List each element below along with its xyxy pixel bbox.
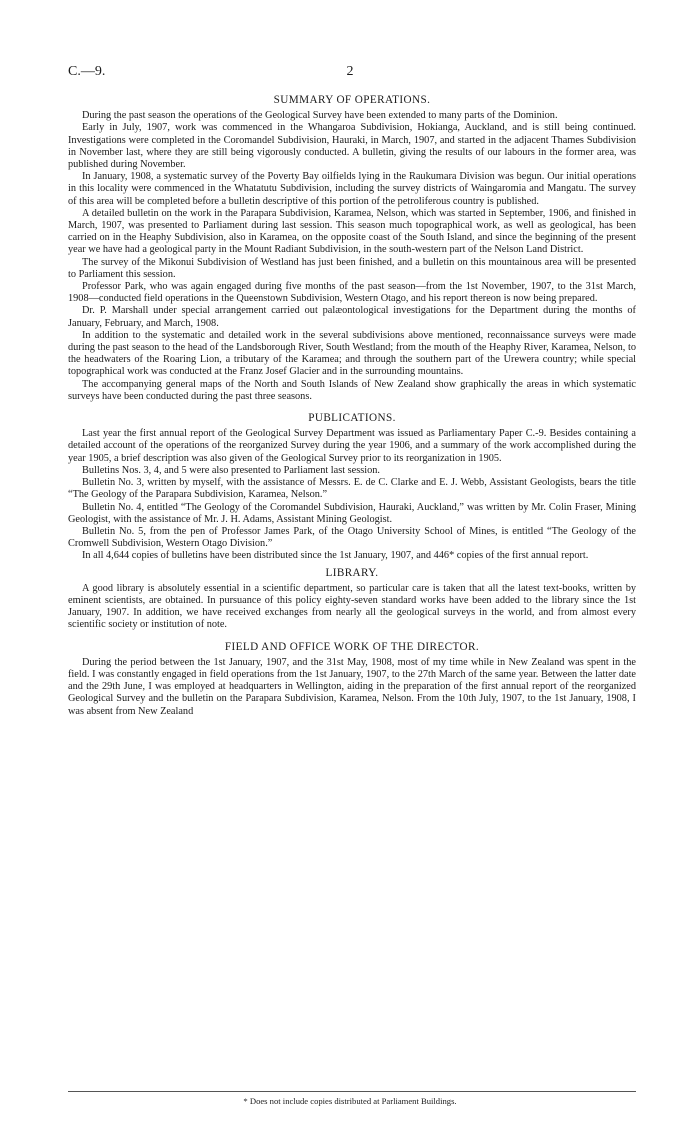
paragraph: A good library is absolutely essential in a scientific department, so particular care is taken that all the latest text-books, written by eminent scientists, are obtained. In pursuance of this policy eighty-seven standard works have been added to the library since the 1st January, 1907. In addition, we have received exchanges from nearly all the geological surveys in the world, and from almost every scientific society or institution of note. — [68, 582, 636, 631]
footnote: * Does not include copies distributed at Parliament Buildings. — [243, 1096, 457, 1106]
section-heading-publications: PUBLICATIONS. — [308, 412, 396, 425]
paragraph: The accompanying general maps of the North and South Islands of New Zealand show graphically the areas in which systematic surveys have been conducted during the past three seasons. — [68, 378, 636, 402]
paragraph: Bulletin No. 4, entitled “The Geology of the Coromandel Subdivision, Hauraki, Auckland,” was written by Mr. Colin Fraser, Mining Geologist, with the assistance of Mr. J. H. Adams, Assistant Mining Geologist. — [68, 501, 636, 525]
page-number: 2 — [346, 64, 354, 79]
footnote-divider — [68, 1091, 636, 1092]
paragraph: During the past season the operations of the Geological Survey have been extended to many parts of the Dominion. — [82, 110, 558, 122]
paragraph: Professor Park, who was again engaged during five months of the past season—from the 1st November, 1907, to the 31st March, 1908—conducted field operations in the Queenstown Subdivision, Western Otago, and his report thereon is now being prepared. — [68, 281, 636, 305]
section-heading-summary: SUMMARY OF OPERATIONS. — [273, 94, 431, 106]
paragraph: Bulletin No. 3, written by myself, with the assistance of Messrs. E. de C. Clarke and E. J. Webb, Assistant Geologists, bears the title “The Geology of the Parapara Subdivision, Karamea, Nelson.” — [68, 477, 636, 501]
section-heading-library: LIBRARY. — [325, 566, 379, 579]
paragraph: In January, 1908, a systematic survey of the Poverty Bay oilfields lying in the Raukumara Division was begun. Our initial operations in this locality were commenced in the Whatatutu Subdivision, including the survey districts of Waingaromia and Mangatu. The survey of this area will be completed before a bulletin descriptive of this portion of the petroliferous country is published. — [68, 171, 636, 207]
paragraph: Bulletins Nos. 3, 4, and 5 were also presented to Parliament last session. — [82, 464, 380, 476]
paragraph: Dr. P. Marshall under special arrangement carried out palæontological investigations for the Department during the months of January, February, and March, 1908. — [68, 305, 636, 329]
paragraph: The survey of the Mikonui Subdivision of Westland has just been finished, and a bulletin on this mountainous area will be presented to Parliament this session. — [68, 256, 636, 280]
paragraph: Bulletin No. 5, from the pen of Professor James Park, of the Otago University School of Mines, is entitled “The Geology of the Cromwell Subdivision, Western Otago Division.” — [68, 525, 636, 550]
paragraph: In all 4,644 copies of bulletins have been distributed since the 1st January, 1907, and 446* copies of the first annual report. — [82, 550, 589, 562]
paragraph: During the period between the 1st January, 1907, and the 31st May, 1908, most of my time while in New Zealand was spent in the field. I was constantly engaged in field operations from the 1st January, 1907, to the 27th March of the same year. Between the latter date and the 29th June, I was employed at headquarters in Wellington, aiding in the preparation of the first annual report of the reorganized Geological Survey and the bulletin on the Parapara Subdivision, Karamea, Nelson. From the 10th July, 1907, to the 1st January, 1908, I was absent from New Zealand — [68, 656, 636, 717]
section-heading-field-work: FIELD AND OFFICE WORK OF THE DIRECTOR. — [224, 640, 480, 653]
document-body — [68, 94, 636, 718]
paragraph: Last year the first annual report of the Geological Survey Department was issued as Parliamentary Paper C.-9. Besides containing a detailed account of the operations of the reorganized Survey during the year 1906, and a summary of the work accomplished during the year 1905, a brief description was also given of the Geological Survey prior to its reorganization in 1905. — [68, 428, 636, 464]
paragraph: A detailed bulletin on the work in the Parapara Subdivision, Karamea, Nelson, which was started in September, 1906, and finished in March, 1907, was presented to Parliament during last session. This season much topographical work, as well as geological, has been carried on in the Heaphy Subdivision, also in Karamea, on the opposite coast of the South Island, and since the beginning of the present year we have had a geological party in the Mount Radiant Subdivision, in the south-western part of the Nelson Land District. — [68, 207, 636, 256]
paragraph: Early in July, 1907, work was commenced in the Whangaroa Subdivision, Hokianga, Auckland, and is still being continued. Investigations were completed in the Coromandel Subdivision, Hauraki, in March, 1907, and started in the adjacent Thames Subdivision in November last, where they are still being vigorously conducted. A bulletin, giving the results of our labours in the former area, was published during November. — [68, 122, 636, 171]
page-header — [68, 64, 632, 84]
paper-reference: C.—9. — [68, 64, 106, 79]
paragraph: In addition to the systematic and detailed work in the several subdivisions above mentioned, reconnaissance surveys were made during the past season to the head of the Landsborough River, South Westland; from the mouth of the Heaphy River, Karamea, Nelson, to the headwaters of the Roaring Lion, a tributary of the Karamea; and through the southern part of the Urewera country; while special topographical work was conducted at the Franz Josef Glacier and in the surrounding mountains. — [68, 329, 636, 378]
